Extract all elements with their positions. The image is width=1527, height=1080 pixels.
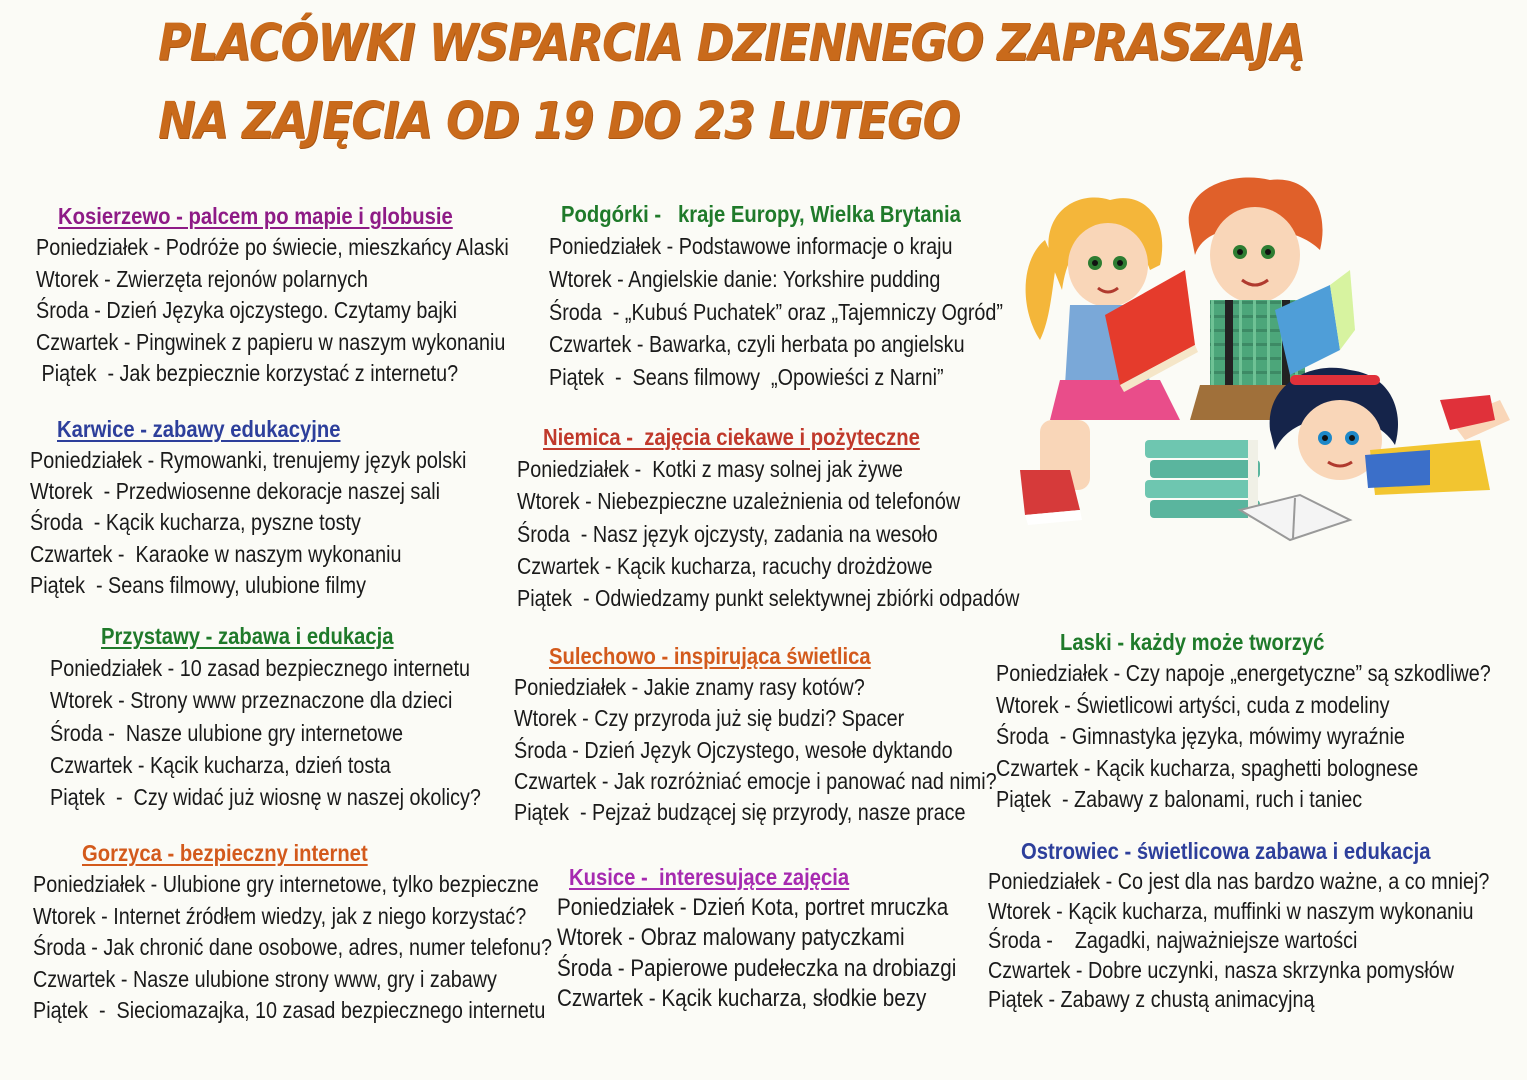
schedule-item: Wtorek - Strony www przeznaczone dla dzieci (50, 687, 453, 714)
section-heading: Laski - każdy może tworzyć (1060, 629, 1325, 655)
schedule-item: Piątek - Sieciomazajka, 10 zasad bezpiecznego internetu (33, 997, 546, 1023)
schedule-item: Czwartek - Nasze ulubione strony www, gry i zabawy (33, 965, 497, 992)
schedule-item: Wtorek - Przedwiosenne dekoracje naszej sali (30, 478, 441, 505)
schedule-list (514, 672, 1075, 828)
schedule-item: Wtorek - Zwierzęta rejonów polarnych (36, 265, 368, 292)
section-heading: Kosierzewo - palcem po mapie i globusie (58, 203, 453, 229)
section-gorzyca (33, 837, 636, 1027)
section-heading: Karwice - zabawy edukacyjne (57, 416, 341, 442)
schedule-item: Piątek - Jak bezpiecznie korzystać z internetu? (36, 360, 459, 386)
girl-dark-hair-figure (1270, 368, 1510, 495)
schedule-item: Wtorek - Internet źródłem wiedzy, jak z niego korzystać? (33, 902, 527, 929)
schedule-item: Środa - Nasze ulubione gry internetowe (50, 719, 403, 746)
schedule-item: Czwartek - Bawarka, czyli herbata po angielsku (549, 331, 965, 358)
schedule-item: Czwartek - Dobre uczynki, nasza skrzynka pomysłów (988, 956, 1455, 983)
schedule-list (33, 869, 636, 1027)
schedule-item: Czwartek - Kącik kucharza, słodkie bezy (557, 984, 927, 1012)
schedule-list (30, 445, 537, 601)
schedule-item: Piątek - Odwiedzamy punkt selektywnej zbiórki odpadów (517, 585, 1020, 612)
schedule-item: Piątek - Zabawy z chustą animacyjną (988, 986, 1315, 1013)
schedule-item: Piątek - Zabawy z balonami, ruch i taniec (996, 786, 1363, 812)
schedule-item: Środa - Jak chronić dane osobowe, adres, numer telefonu? (33, 934, 552, 960)
schedule-item: Wtorek - Kącik kucharza, muffinki w naszym wykonaniu (988, 897, 1474, 924)
schedule-item: Wtorek - Niebezpieczne uzależnienia od telefonów (517, 488, 961, 515)
schedule-item: Środa - Zagadki, najważniejsze wartości (988, 927, 1358, 954)
schedule-item: Poniedziałek - Ulubione gry internetowe, tylko bezpieczne (33, 871, 539, 897)
section-laski (996, 626, 1527, 816)
section-heading: Podgórki - kraje Europy, Wielka Brytania (561, 201, 961, 227)
section-karwice (30, 413, 537, 601)
section-heading: Niemica - zajęcia ciekawe i pożyteczne (543, 424, 920, 450)
section-heading: Kusice - interesujące zajęcia (569, 864, 850, 890)
schedule-item: Poniedziałek - Podróże po świecie, mieszkańcy Alaski (36, 234, 509, 260)
schedule-item: Środa - Nasz język ojczysty, zadania na wesoło (517, 520, 938, 547)
schedule-item: Wtorek - Świetlicowi artyści, cuda z modeliny (996, 691, 1390, 718)
schedule-item: Poniedziałek - Podstawowe informacje o kraju (549, 233, 953, 259)
schedule-list (988, 867, 1527, 1015)
schedule-item: Poniedziałek - Rymowanki, trenujemy język polski (30, 447, 467, 473)
book-stack (1145, 440, 1260, 518)
section-heading: Ostrowiec - świetlicowa zabawa i edukacja (1021, 838, 1431, 864)
schedule-list (36, 232, 586, 390)
schedule-item: Wtorek - Obraz malowany patyczkami (557, 924, 905, 952)
schedule-item: Czwartek - Kącik kucharza, dzień tosta (50, 751, 391, 778)
schedule-list (549, 230, 1077, 394)
section-heading: Gorzyca - bezpieczny internet (82, 840, 368, 866)
schedule-item: Wtorek - Angielskie danie: Yorkshire pudding (549, 265, 941, 292)
schedule-item: Środa - Kącik kucharza, pyszne tosty (30, 509, 361, 536)
schedule-item: Poniedziałek - Czy napoje „energetyczne” są szkodliwe? (996, 660, 1491, 686)
schedule-item: Piątek - Seans filmowy, ulubione filmy (30, 571, 367, 598)
schedule-item: Piątek - Pejzaż budzącej się przyrody, nasze prace (514, 799, 966, 826)
schedule-item: Wtorek - Czy przyroda już się budzi? Spacer (514, 705, 905, 732)
schedule-item: Czwartek - Kącik kucharza, spaghetti bolognese (996, 754, 1419, 781)
schedule-item: Poniedziałek - Jakie znamy rasy kotów? (514, 674, 865, 700)
schedule-item: Poniedziałek - Dzień Kota, portret mruczka (557, 894, 949, 921)
schedule-item: Środa - Papierowe pudełeczka na drobiazgi (557, 954, 957, 982)
schedule-item: Środa - Gimnastyka języka, mówimy wyraźnie (996, 723, 1405, 749)
schedule-item: Środa - „Kubuś Puchatek” oraz „Tajemniczy Ogród” (549, 298, 1004, 325)
poster-title-line-2: NA ZAJĘCIA OD 19 DO 23 LUTEGO (158, 92, 960, 151)
section-ostrowiec (988, 835, 1527, 1015)
schedule-item: Czwartek - Jak rozróżniać emocje i panować nad nimi? (514, 767, 997, 794)
poster-title-line-1: PLACÓWKI WSPARCIA DZIENNEGO ZAPRASZAJĄ (158, 14, 1305, 73)
schedule-item: Czwartek - Kącik kucharza, racuchy drożdżowe (517, 552, 933, 579)
section-sulechowo (514, 640, 1075, 828)
schedule-item: Poniedziałek - Kotki z masy solnej jak żywe (517, 456, 903, 482)
schedule-item: Poniedziałek - Co jest dla nas bardzo ważne, a co mniej? (988, 868, 1490, 894)
section-podgorki (549, 198, 1077, 394)
schedule-item: Piątek - Czy widać już wiosnę w naszej okolicy? (50, 784, 481, 811)
schedule-item: Czwartek - Karaoke w naszym wykonaniu (30, 540, 402, 567)
section-kusice (557, 861, 1021, 1014)
schedule-list (50, 652, 551, 813)
children-reading-illustration (1010, 170, 1520, 570)
section-kosierzewo (36, 200, 586, 390)
section-przystawy (50, 620, 551, 813)
schedule-item: Środa - Dzień Język Ojczystego, wesołe dyktando (514, 736, 953, 763)
schedule-item: Poniedziałek - 10 zasad bezpiecznego internetu (50, 655, 471, 681)
schedule-item: Czwartek - Pingwinek z papieru w naszym wykonaniu (36, 328, 506, 355)
schedule-item: Piątek - Seans filmowy „Opowieści z Narni” (549, 364, 944, 391)
schedule-list (996, 658, 1527, 816)
schedule-item: Środa - Dzień Języka ojczystego. Czytamy bajki (36, 297, 458, 323)
section-heading: Sulechowo - inspirująca świetlica (549, 643, 871, 669)
section-heading: Przystawy - zabawa i edukacja (101, 623, 394, 649)
schedule-list (557, 893, 1021, 1014)
